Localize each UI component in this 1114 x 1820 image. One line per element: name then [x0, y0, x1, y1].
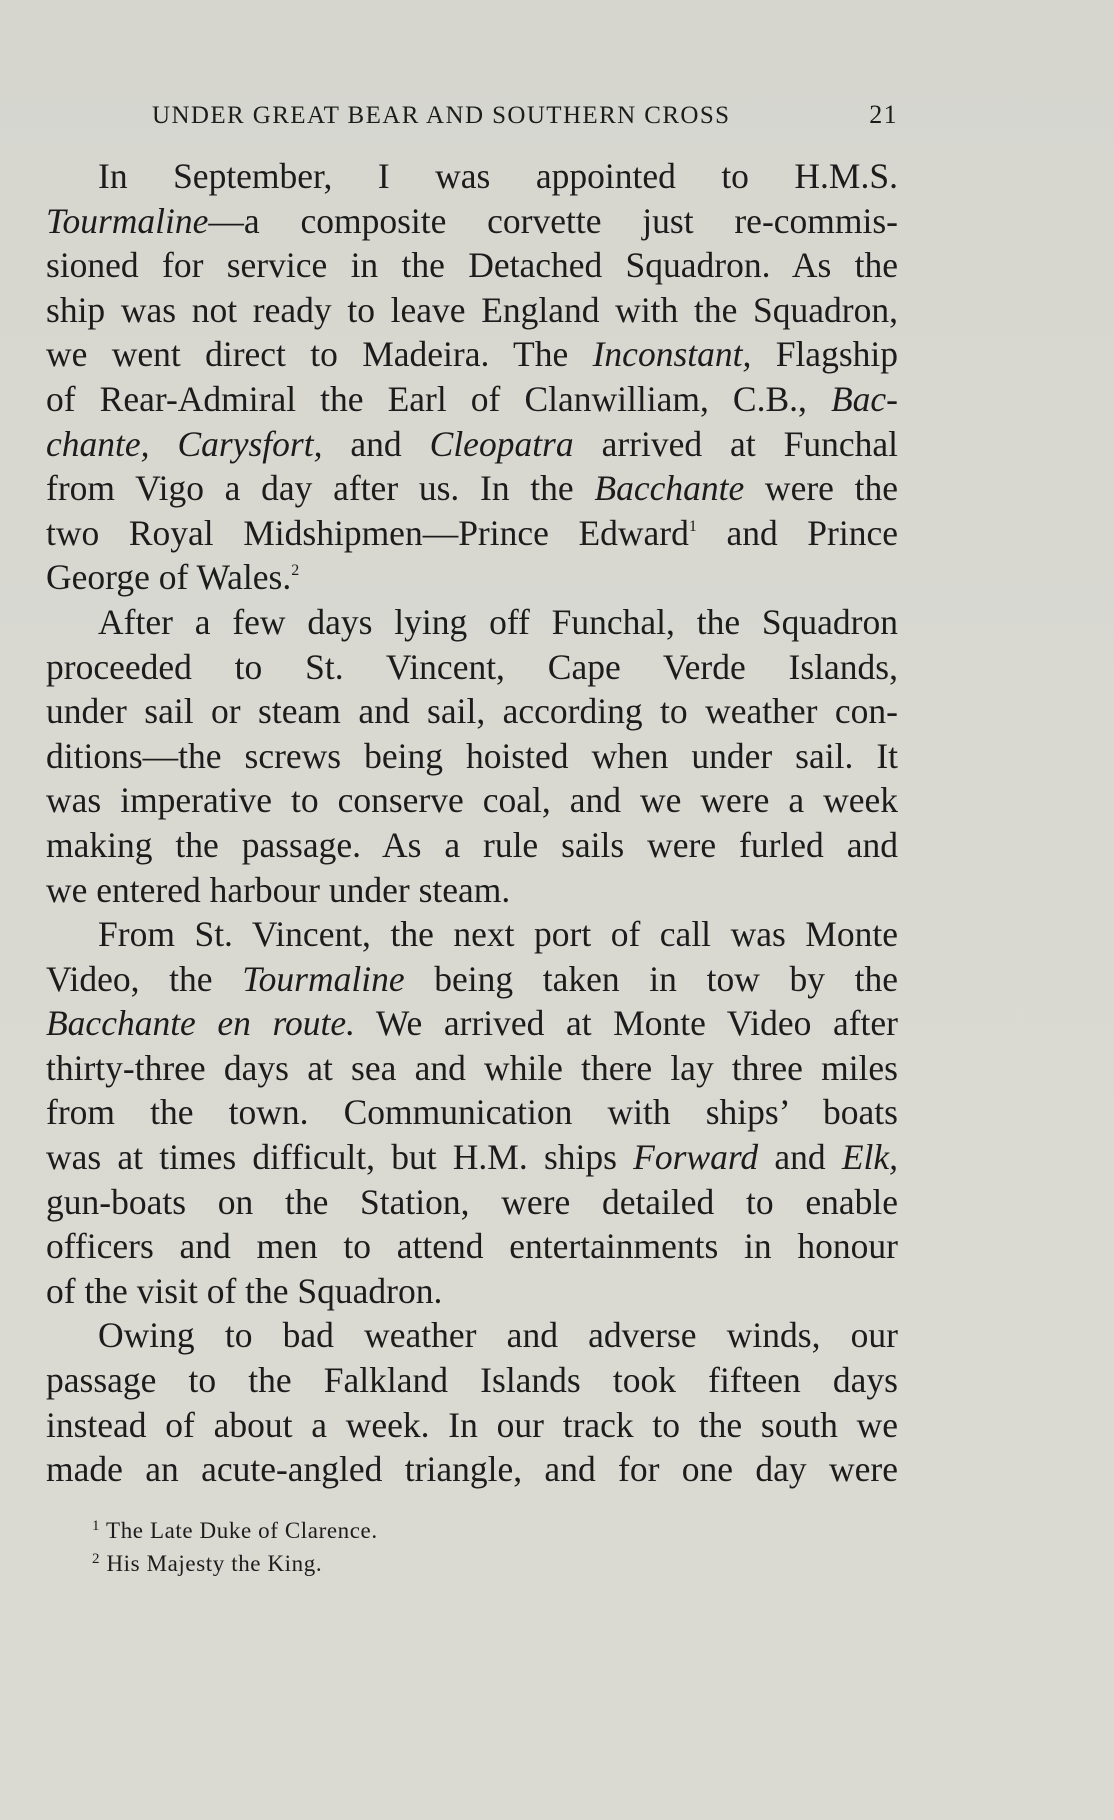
- footnote-ref: 1: [688, 517, 697, 535]
- running-head-title: UNDER GREAT BEAR AND SOUTHERN CROSS: [152, 102, 731, 129]
- text-line: Owing to bad weather and adverse winds, our: [98, 1315, 898, 1356]
- text-line: sioned for service in the Detached Squadron. As the: [46, 245, 898, 286]
- ship-name: Tourmaline: [242, 958, 405, 999]
- footnote-text: His Majesty the King.: [106, 1551, 323, 1576]
- text-run: and Prince: [696, 512, 898, 553]
- footnote: [92, 1514, 892, 1547]
- paragraph-3: [46, 912, 898, 1313]
- paragraph-2: [46, 600, 898, 912]
- text-line: making the passage. As a rule sails were furled and: [46, 824, 898, 865]
- text-line: In September, I was appointed to H.M.S.: [98, 156, 898, 196]
- text-line: ditions—the screws being hoisted when under sail. It: [46, 735, 898, 776]
- text-line: After a few days lying off Funchal, the Squadron: [98, 601, 898, 642]
- text-line: [46, 332, 898, 377]
- text-run: two Royal Midshipmen—Prince Edward: [46, 512, 689, 553]
- text-line: [46, 199, 898, 244]
- text-line: under sail or steam and sail, according to weather con-: [46, 691, 898, 732]
- text-line: [46, 1135, 898, 1180]
- text-line: passage to the Falkland Islands took fifteen days: [46, 1360, 898, 1401]
- text-line: [46, 555, 898, 600]
- text-line: [46, 1001, 898, 1046]
- text-line: [46, 466, 898, 511]
- ship-name: Elk,: [841, 1137, 898, 1178]
- text-run: —a composite corvette just re-commis-: [208, 200, 898, 241]
- text-line: of the visit of the Squadron.: [46, 1270, 443, 1311]
- text-run: George of Wales.: [46, 557, 292, 598]
- text-line: ship was not ready to leave England with the Squadron,: [46, 289, 898, 330]
- text-line: we entered harbour under steam.: [46, 869, 511, 910]
- text-run: arrived at Funchal: [573, 423, 899, 464]
- text-line: made an acute-angled triangle, and for one day were: [46, 1449, 898, 1490]
- ship-name: Cleopatra: [429, 423, 574, 464]
- text-run: Flagship: [751, 334, 898, 375]
- text-line: from the town. Communication with ships’ boats: [46, 1092, 898, 1133]
- footnote: [92, 1547, 892, 1580]
- text-line: [46, 957, 898, 1002]
- text-run: being taken in tow by the: [404, 958, 899, 999]
- text-run: and: [758, 1137, 842, 1178]
- footnote-mark: 2: [92, 1551, 101, 1567]
- ship-name: Bacchante en route.: [46, 1003, 355, 1044]
- footnote-text: The Late Duke of Clarence.: [106, 1518, 378, 1543]
- text-line: [46, 377, 898, 422]
- paragraph-4: [46, 1313, 898, 1491]
- text-run: and: [322, 423, 430, 464]
- text-line: instead of about a week. In our track to the south we: [46, 1404, 898, 1445]
- page-number: 21: [869, 100, 898, 129]
- body-text: [46, 154, 898, 1492]
- text-line: gun-boats on the Station, were detailed to enable: [46, 1181, 898, 1222]
- text-run: from Vigo a day after us. In the: [46, 468, 595, 509]
- text-run: were the: [744, 468, 898, 509]
- ship-name: Inconstant,: [592, 334, 752, 375]
- paragraph-1: [46, 154, 898, 600]
- ship-name: Tourmaline: [46, 200, 209, 241]
- text-line: From St. Vincent, the next port of call was Monte: [98, 914, 898, 955]
- text-line: was imperative to conserve coal, and we were a week: [46, 780, 898, 821]
- ship-name: chante, Carysfort,: [46, 423, 323, 464]
- ship-name: Bacchante: [594, 468, 745, 509]
- text-line: officers and men to attend entertainments in honour: [46, 1226, 898, 1267]
- text-line: [46, 511, 898, 556]
- text-run: of Rear-Admiral the Earl of Clanwilliam, C.B.,: [46, 378, 831, 419]
- text-run: Video, the: [46, 958, 243, 999]
- footnote-mark: 1: [92, 1518, 101, 1534]
- text-run: was at times difficult, but H.M. ships: [46, 1137, 634, 1178]
- text-line: [46, 422, 898, 467]
- text-run: We arrived at Monte Video after: [354, 1003, 898, 1044]
- running-head: [152, 100, 898, 132]
- footnotes: [92, 1514, 892, 1580]
- text-run: we went direct to Madeira. The: [46, 334, 593, 375]
- text-line: thirty-three days at sea and while there lay three miles: [46, 1047, 898, 1088]
- text-line: proceeded to St. Vincent, Cape Verde Islands,: [46, 646, 898, 687]
- footnote-ref: 2: [291, 562, 300, 580]
- ship-name: Forward: [633, 1137, 759, 1178]
- ship-name: Bac-: [830, 378, 898, 419]
